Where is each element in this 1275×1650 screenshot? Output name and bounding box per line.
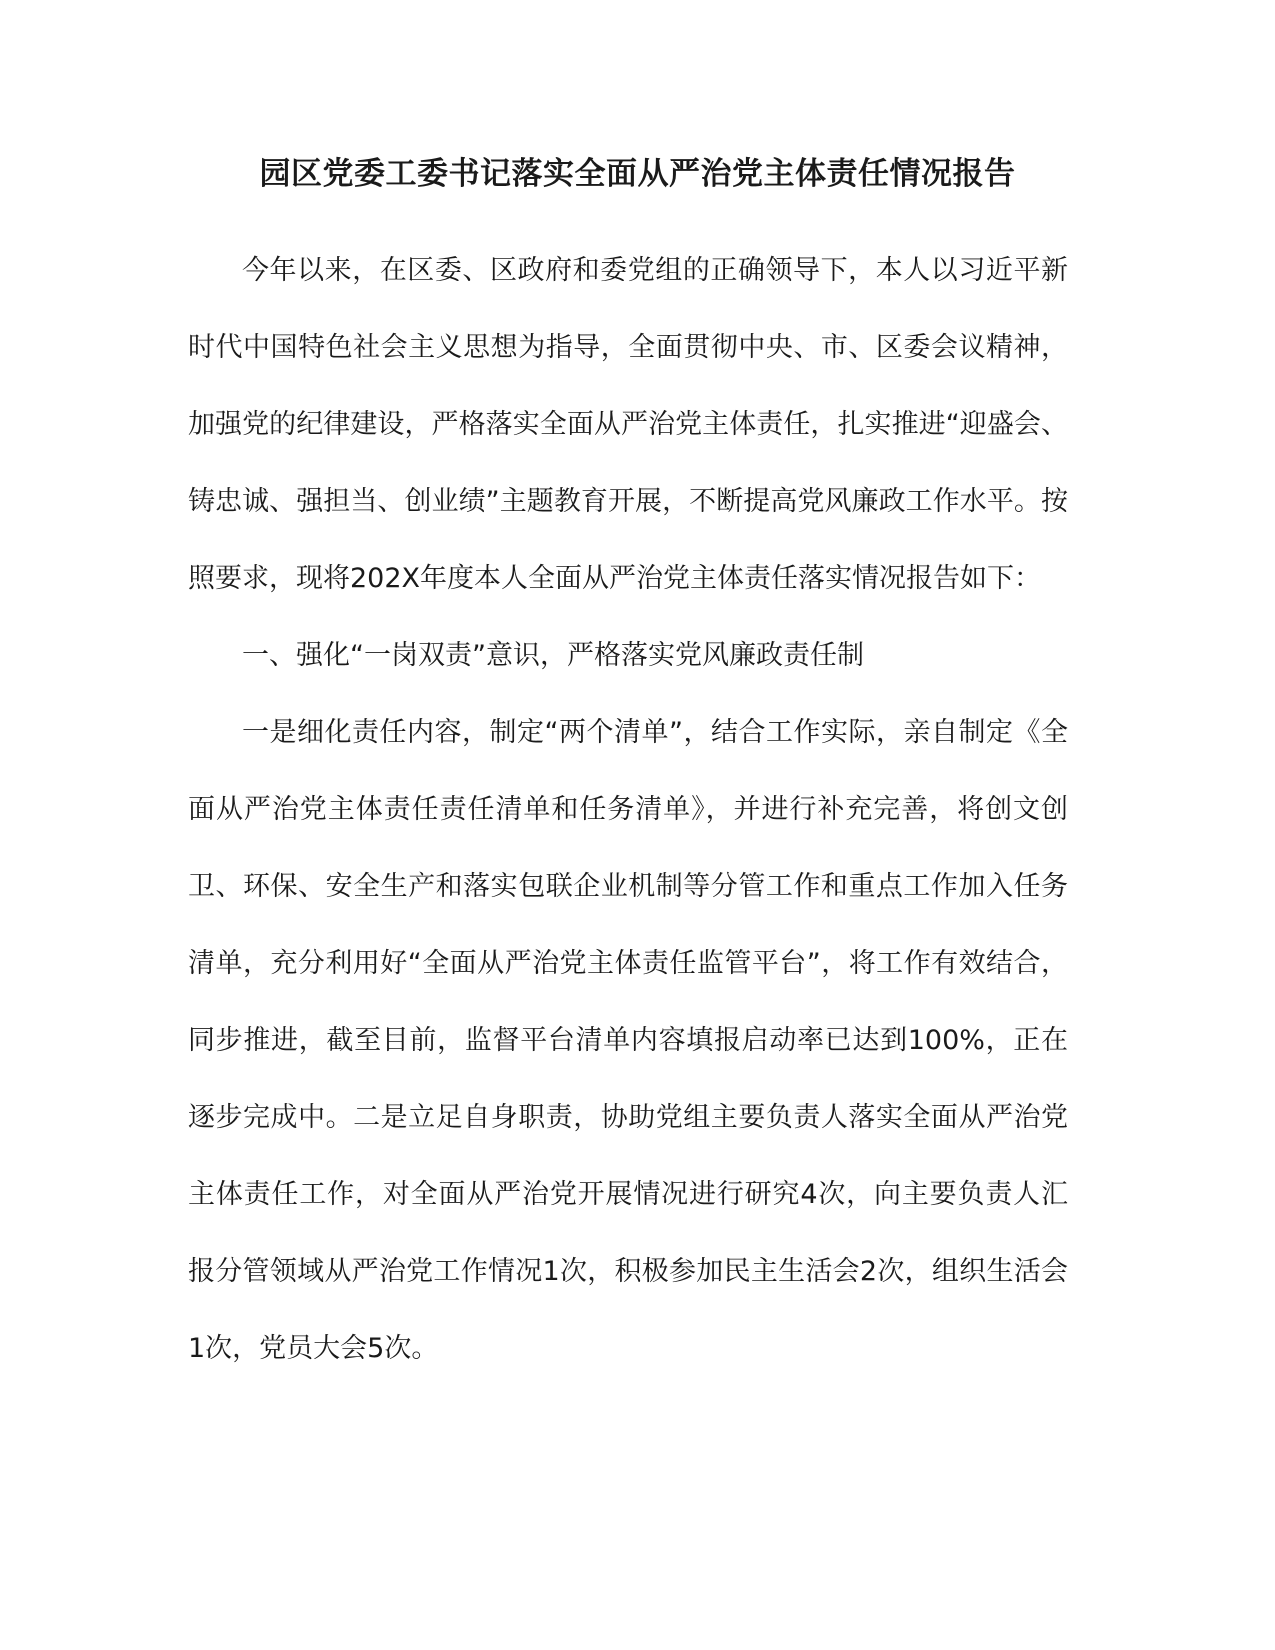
section-heading-one: 一、强化“一岗双责”意识，严格落实党风廉政责任制 bbox=[242, 640, 864, 671]
document-body bbox=[188, 232, 1068, 1387]
document-title: 园区党委工委书记落实全面从严治党主体责任情况报告 bbox=[259, 156, 1016, 192]
paragraph-intro: 今年以来，在区委、区政府和委党组的正确领导下，本人以习近平新时代中国特色社会主义思想为指导，全面贯彻中央、市、区委会议精神，加强党的纪律建设，严格落实全面从严治党主体责任，扎实推进“迎盛会、铸忠诚、强担当、创业绩”主题教育开展，不断提高党风廉政工作水平。按照要求，现将202X年度本人全面从严治党主体责任落实情况报告如下： bbox=[188, 255, 1068, 594]
paragraph-section-one-body: 一是细化责任内容，制定“两个清单”，结合工作实际，亲自制定《全面从严治党主体责任责任清单和任务清单》，并进行补充完善，将创文创卫、环保、安全生产和落实包联企业机制等分管工作和重点工作加入任务清单，充分利用好“全面从严治党主体责任监管平台”，将工作有效结合，同步推进，截至目前，监督平台清单内容填报启动率已达到100%，正在逐步完成中。二是立足自身职责，协助党组主要负责人落实全面从严治党主体责任工作，对全面从严治党开展情况进行研究4次，向主要负责人汇报分管领域从严治党工作情况1次，积极参加民主生活会2次，组织生活会1次，党员大会5次。 bbox=[188, 717, 1068, 1364]
